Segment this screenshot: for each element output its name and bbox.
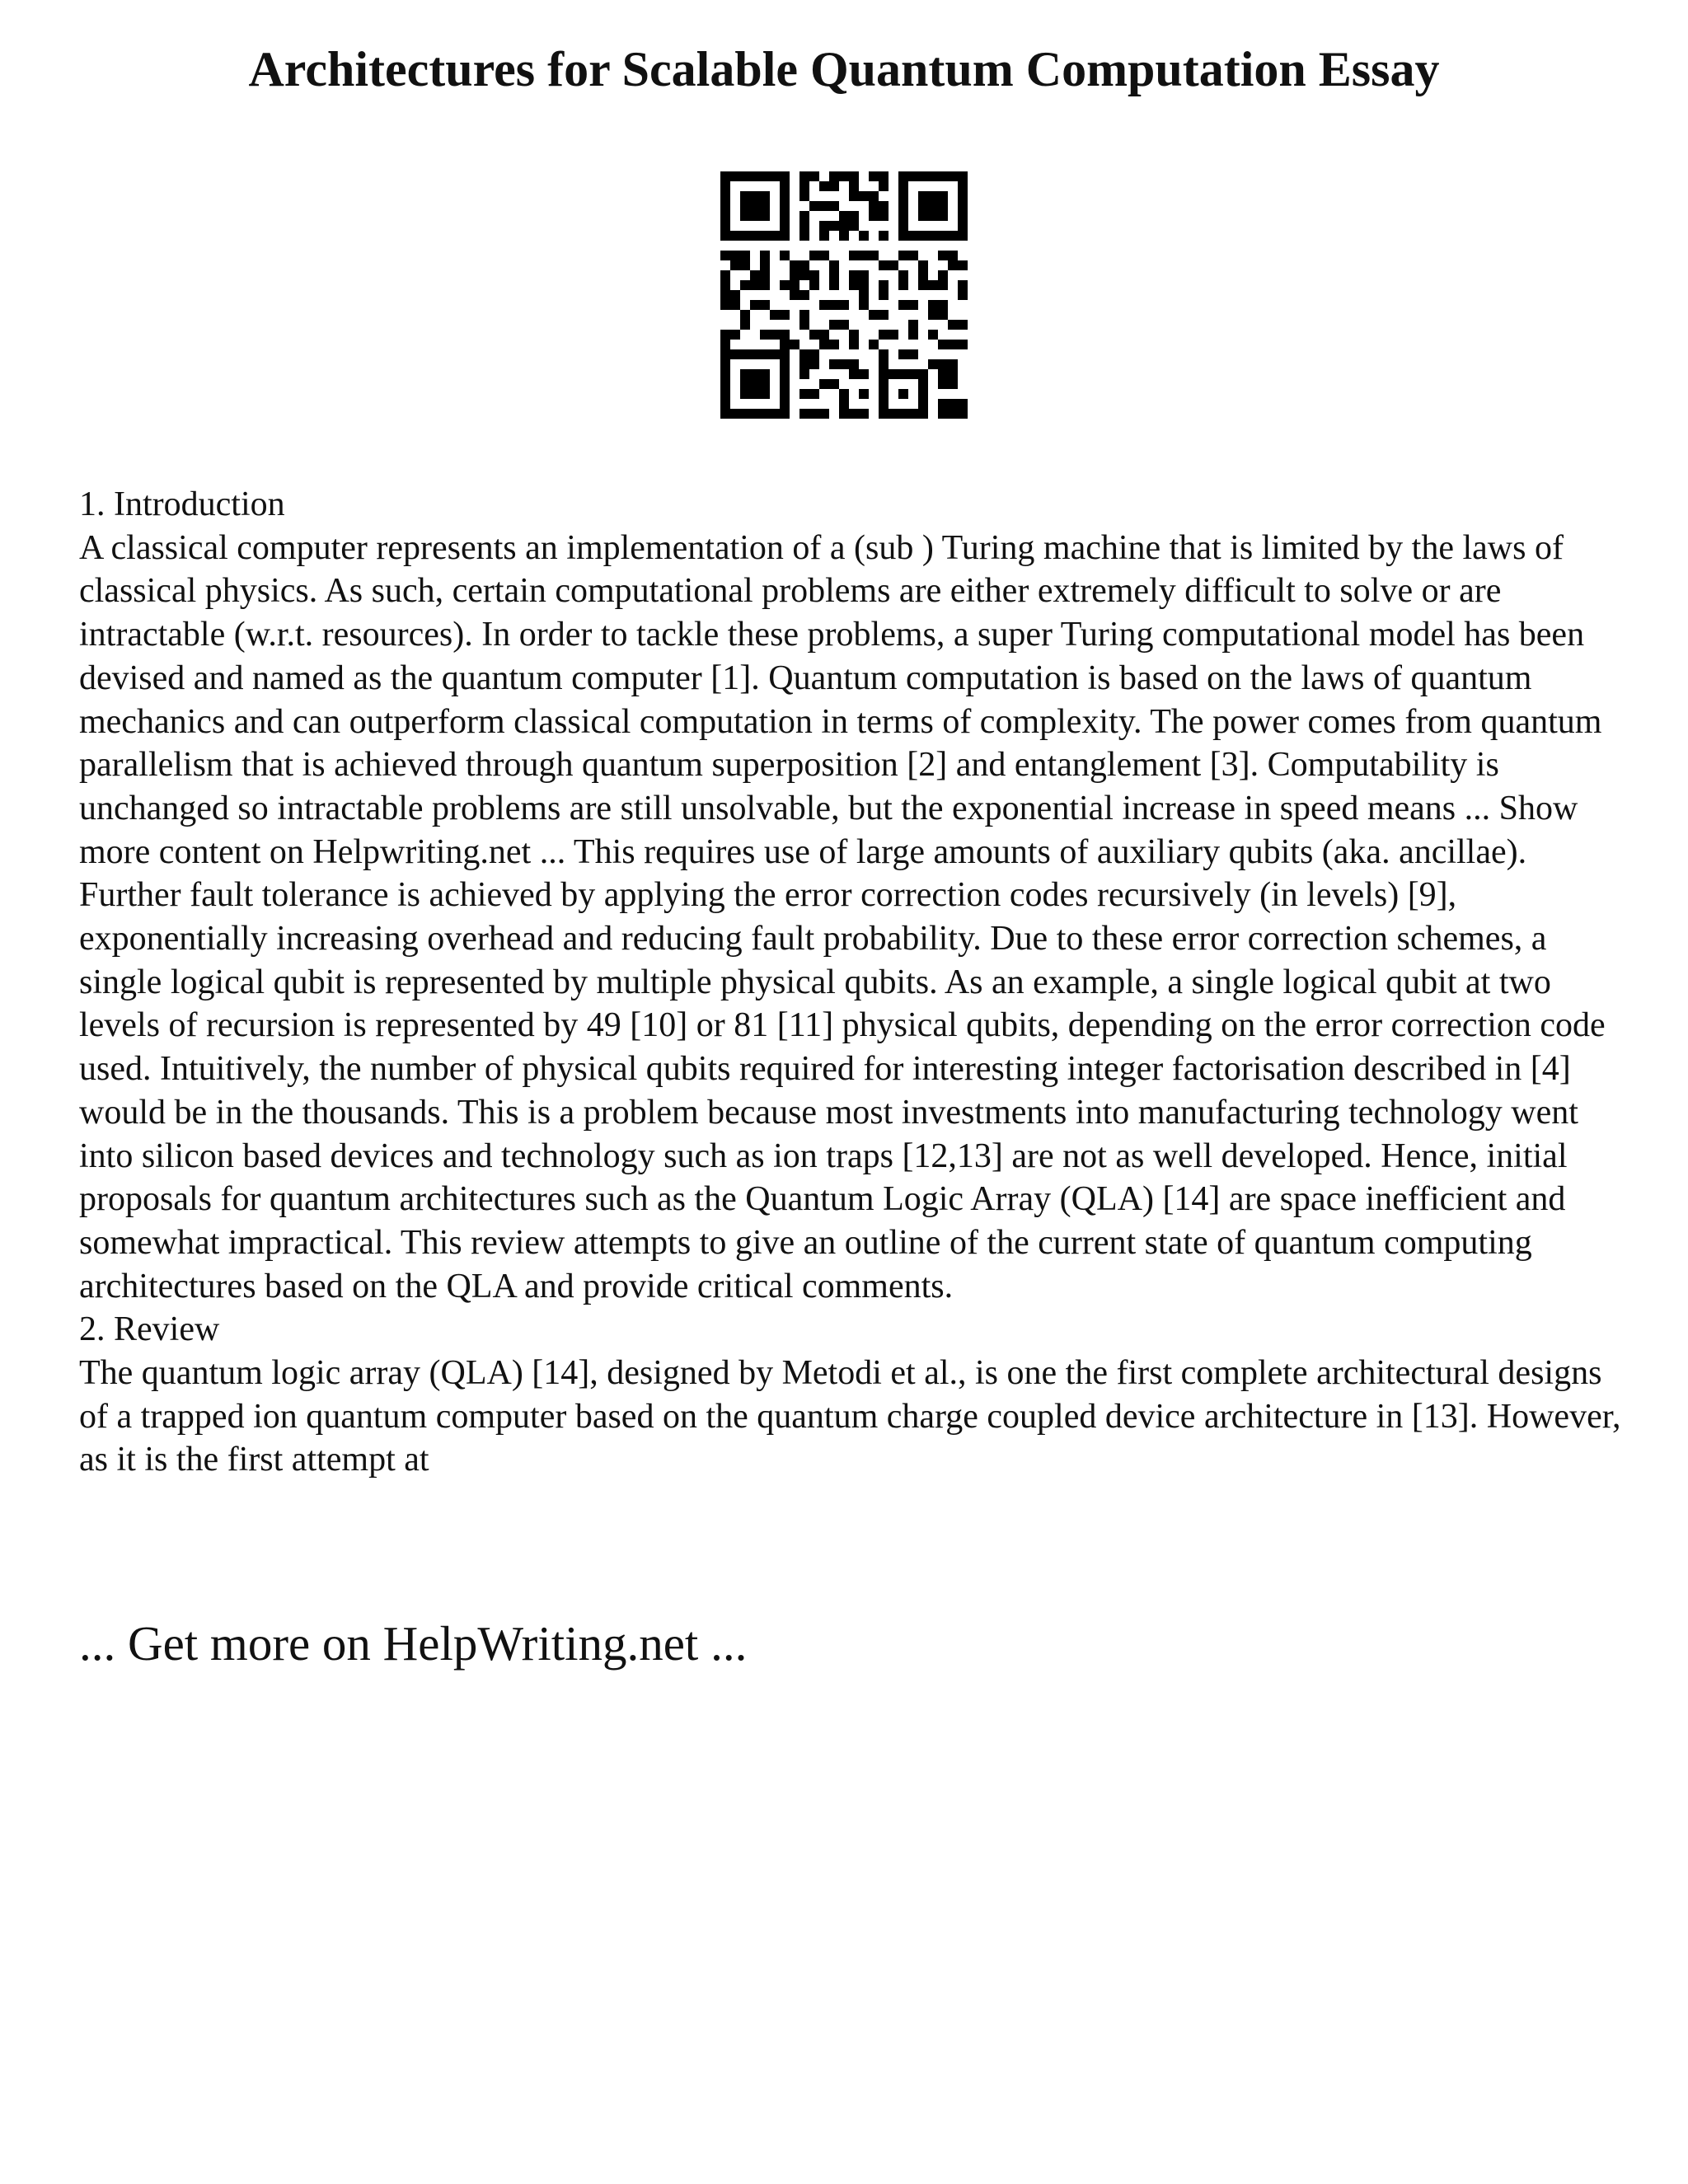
page-title: Architectures for Scalable Quantum Computation Essay xyxy=(248,42,1440,96)
section-heading-introduction: 1. Introduction xyxy=(79,485,285,523)
essay-body xyxy=(79,483,1629,1482)
get-more-link[interactable]: ... Get more on HelpWriting.net ... xyxy=(79,1616,748,1671)
section-heading-review: 2. Review xyxy=(79,1310,220,1349)
qr-code-icon xyxy=(720,171,968,419)
introduction-paragraph: A classical computer represents an implementation of a (sub ) Turing machine that is limited by the laws of classical physics. As such, certain computational problems are either extremely difficult to solve or are intractable (w.r.t. resources). In order to tackle these problems, a super Turing computational model has been devised and named as the quantum computer [1]. Quantum computation is based on the laws of quantum mechanics and can outperform classical computation in terms of complexity. The power comes from quantum parallelism that is achieved through quantum superposition [2] and entanglement [3]. Computability is unchanged so intractable problems are still unsolvable, but the exponential increase in speed means ... Show more content on Helpwriting.net ... This requires use of large amounts of auxiliary qubits (aka. ancillae). Further fault tolerance is achieved by applying the error correction codes recursively (in levels) [9], exponentially increasing overhead and reducing fault probability. Due to these error correction schemes, a single logical qubit is represented by multiple physical qubits. As an example, a single logical qubit at two levels of recursion is represented by 49 [10] or 81 [11] physical qubits, depending on the error correction code used. Intuitively, the number of physical qubits required for interesting integer factorisation described in [4] would be in the thousands. This is a problem because most investments into manufacturing technology went into silicon based devices and technology such as ion traps [12,13] are not as well developed. Hence, initial proposals for quantum architectures such as the Quantum Logic Array (QLA) [14] are space inefficient and somewhat impractical. This review attempts to give an outline of the current state of quantum computing architectures based on the QLA and provide critical comments. xyxy=(79,528,1606,1305)
qr-code-graphic xyxy=(720,171,968,419)
review-paragraph: The quantum logic array (QLA) [14], designed by Metodi et al., is one the first complete architectural designs of a trapped ion quantum computer based on the quantum charge coupled device architecture in [13]. However, as it is the first attempt at xyxy=(79,1354,1621,1479)
